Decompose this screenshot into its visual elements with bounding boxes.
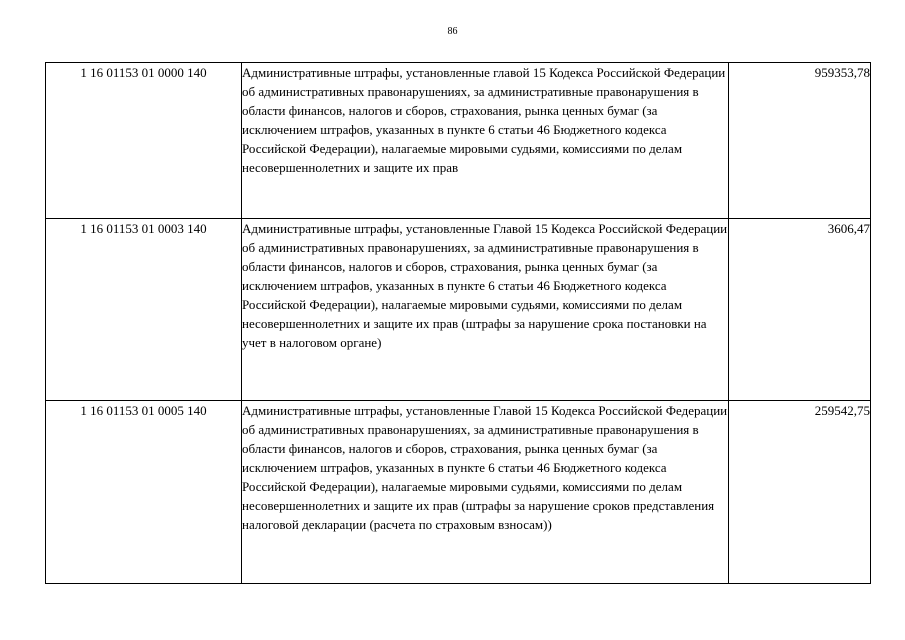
budget-classification-code: 1 16 01153 01 0003 140 bbox=[46, 219, 242, 401]
revenue-description: Административные штрафы, установленные Главой 15 Кодекса Российской Федерации об административных правонарушениях, за административные правонарушения в области финансов, налогов и сборов, страхования, рынка ценных бумаг (за исключением штрафов, указанных в пункте 6 статьи 46 Бюджетного кодекса Российской Федерации), налагаемые мировыми судьями, комиссиями по делам несовершеннолетних и защите их прав (штрафы за нарушение сроков представления налоговой декларации (расчета по страховым взносам)) bbox=[242, 401, 729, 584]
table-row bbox=[46, 401, 871, 584]
page-number: 86 bbox=[447, 26, 458, 37]
revenue-amount: 959353,78 bbox=[729, 63, 871, 219]
budget-revenue-table bbox=[45, 62, 871, 584]
table-row bbox=[46, 63, 871, 219]
revenue-description: Административные штрафы, установленные Главой 15 Кодекса Российской Федерации об административных правонарушениях, за административные правонарушения в области финансов, налогов и сборов, страхования, рынка ценных бумаг (за исключением штрафов, указанных в пункте 6 статьи 46 Бюджетного кодекса Российской Федерации), налагаемые мировыми судьями, комиссиями по делам несовершеннолетних и защите их прав (штрафы за нарушение срока постановки на учет в налоговом органе) bbox=[242, 219, 729, 401]
budget-classification-code: 1 16 01153 01 0000 140 bbox=[46, 63, 242, 219]
table-row bbox=[46, 219, 871, 401]
revenue-description: Административные штрафы, установленные главой 15 Кодекса Российской Федерации об административных правонарушениях, за административные правонарушения в области финансов, налогов и сборов, страхования, рынка ценных бумаг (за исключением штрафов, указанных в пункте 6 статьи 46 Бюджетного кодекса Российской Федерации), налагаемые мировыми судьями, комиссиями по делам несовершеннолетних и защите их прав bbox=[242, 63, 729, 219]
budget-classification-code: 1 16 01153 01 0005 140 bbox=[46, 401, 242, 584]
revenue-amount: 259542,75 bbox=[729, 401, 871, 584]
revenue-amount: 3606,47 bbox=[729, 219, 871, 401]
